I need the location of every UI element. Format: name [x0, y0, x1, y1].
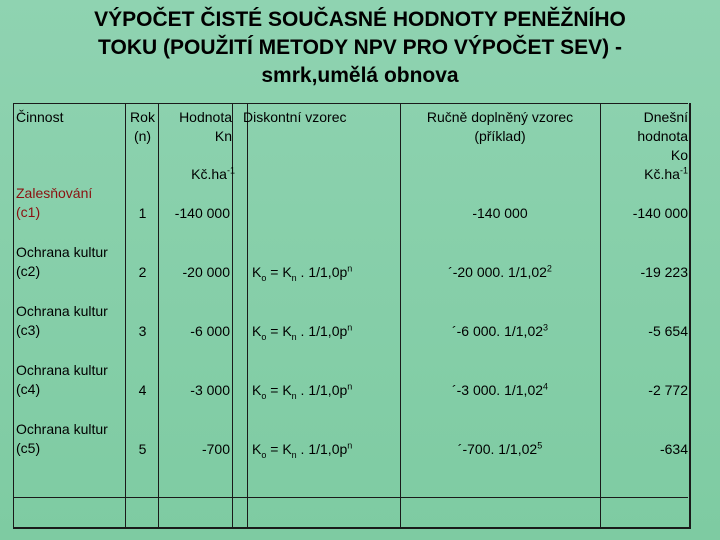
activity-cell: [16, 361, 108, 399]
formula-k: K: [252, 382, 262, 398]
formula-sub-o: o: [261, 272, 267, 283]
header-dnesni: Dnešní hodnota Ko $Kč.ha^{-1}$: [637, 109, 688, 182]
header-cinnost: Činnost: [16, 109, 64, 125]
formula-sub-o: o: [261, 390, 267, 401]
header-hodnota-unit: $Kč.ha^{-1}$: [191, 165, 235, 182]
header-diskontni: Diskontní vzorec: [243, 109, 347, 125]
manual-formula-cell: [400, 322, 600, 341]
manual-formula-text: -140 000: [472, 205, 528, 221]
value-cell: -6 000: [190, 323, 230, 339]
formula-rest: . 1/1,0p: [296, 382, 348, 398]
formula-sub-n: n: [291, 272, 297, 283]
formula-cell: [252, 381, 352, 400]
manual-formula-sup: 3: [543, 322, 549, 333]
present-value-cell: -634: [659, 441, 688, 457]
formula-eq: = K: [266, 441, 292, 457]
title-line-1: VÝPOČET ČISTÉ SOUČASNÉ HODNOTY PENĚŽNÍHO: [94, 8, 626, 31]
formula-sup: n: [347, 322, 353, 333]
activity-name: Ochrana kultur: [16, 303, 108, 319]
present-value-cell: -19 223: [640, 264, 688, 280]
col-divider: [400, 103, 401, 527]
activity-code: (c4): [16, 381, 41, 397]
value-cell: -700: [201, 441, 230, 457]
activity-code: (c5): [16, 440, 41, 456]
col-divider: [125, 103, 126, 527]
formula-rest: . 1/1,0p: [296, 264, 348, 280]
manual-formula-text: ´-20 000. 1/1,02: [448, 264, 547, 280]
formula-sub-o: o: [261, 449, 267, 460]
activity-name: Ochrana kultur: [16, 362, 108, 378]
year-cell: 3: [138, 323, 147, 339]
col-divider: [158, 103, 159, 527]
activity-cell: [16, 184, 92, 222]
table-top-border: [13, 103, 688, 104]
present-value-cell: -2 772: [648, 382, 688, 398]
header-rok: Rok (n): [130, 109, 155, 144]
activity-cell: [16, 302, 108, 340]
formula-sub-o: o: [261, 331, 267, 342]
value-cell: -3 000: [190, 382, 230, 398]
formula-sub-n: n: [291, 331, 297, 342]
formula-eq: = K: [266, 323, 292, 339]
manual-formula-text: ´-6 000. 1/1,02: [451, 323, 544, 339]
manual-formula-cell: [400, 381, 600, 400]
activity-name: Zalesňování: [16, 185, 93, 201]
formula-k: K: [252, 264, 262, 280]
activity-code: (c1): [16, 204, 41, 220]
formula-cell: [252, 263, 352, 282]
year-cell: 2: [138, 264, 147, 280]
formula-k: K: [252, 323, 262, 339]
col-divider: [247, 103, 248, 527]
header-rucne: Ručně doplněný vzorec (příklad): [426, 109, 574, 144]
manual-formula-text: ´-3 000. 1/1,02: [451, 382, 544, 398]
npv-table: [13, 103, 691, 529]
activity-cell: [16, 243, 108, 281]
year-cell: 4: [138, 382, 147, 398]
formula-eq: = K: [266, 264, 292, 280]
present-value-cell: -140 000: [632, 205, 688, 221]
manual-formula-sup: 2: [546, 263, 552, 274]
page-title: [0, 6, 720, 90]
formula-cell: [252, 440, 352, 459]
formula-cell: [252, 322, 352, 341]
formula-eq: = K: [266, 382, 292, 398]
year-cell: 1: [138, 205, 147, 221]
manual-formula-cell: [400, 204, 600, 223]
formula-sub-n: n: [291, 390, 297, 401]
value-cell: -20 000: [182, 264, 230, 280]
manual-formula-cell: [400, 440, 600, 459]
manual-formula-sup: 5: [537, 440, 543, 451]
activity-cell: [16, 420, 108, 458]
activity-code: (c3): [16, 322, 41, 338]
formula-rest: . 1/1,0p: [296, 323, 348, 339]
activity-name: Ochrana kultur: [16, 244, 108, 260]
header-hodnota: Hodnota Kn: [179, 109, 232, 144]
manual-formula-sup: 4: [543, 381, 549, 392]
formula-rest: . 1/1,0p: [296, 441, 348, 457]
formula-sup: n: [347, 381, 353, 392]
title-line-2: TOKU (POUŽITÍ METODY NPV PRO VÝPOČET SEV) -: [98, 36, 622, 59]
activity-code: (c2): [16, 263, 41, 279]
value-cell: -140 000: [174, 205, 230, 221]
manual-formula-text: ´-700. 1/1,02: [457, 441, 538, 457]
manual-formula-cell: [400, 263, 600, 282]
present-value-cell: -5 654: [648, 323, 688, 339]
year-cell: 5: [138, 441, 147, 457]
formula-sup: n: [347, 440, 353, 451]
activity-name: Ochrana kultur: [16, 421, 108, 437]
title-line-3: smrk,umělá obnova: [261, 64, 459, 87]
formula-sup: n: [347, 263, 353, 274]
formula-k: K: [252, 441, 262, 457]
formula-sub-n: n: [291, 449, 297, 460]
table-row-divider: [13, 497, 688, 498]
